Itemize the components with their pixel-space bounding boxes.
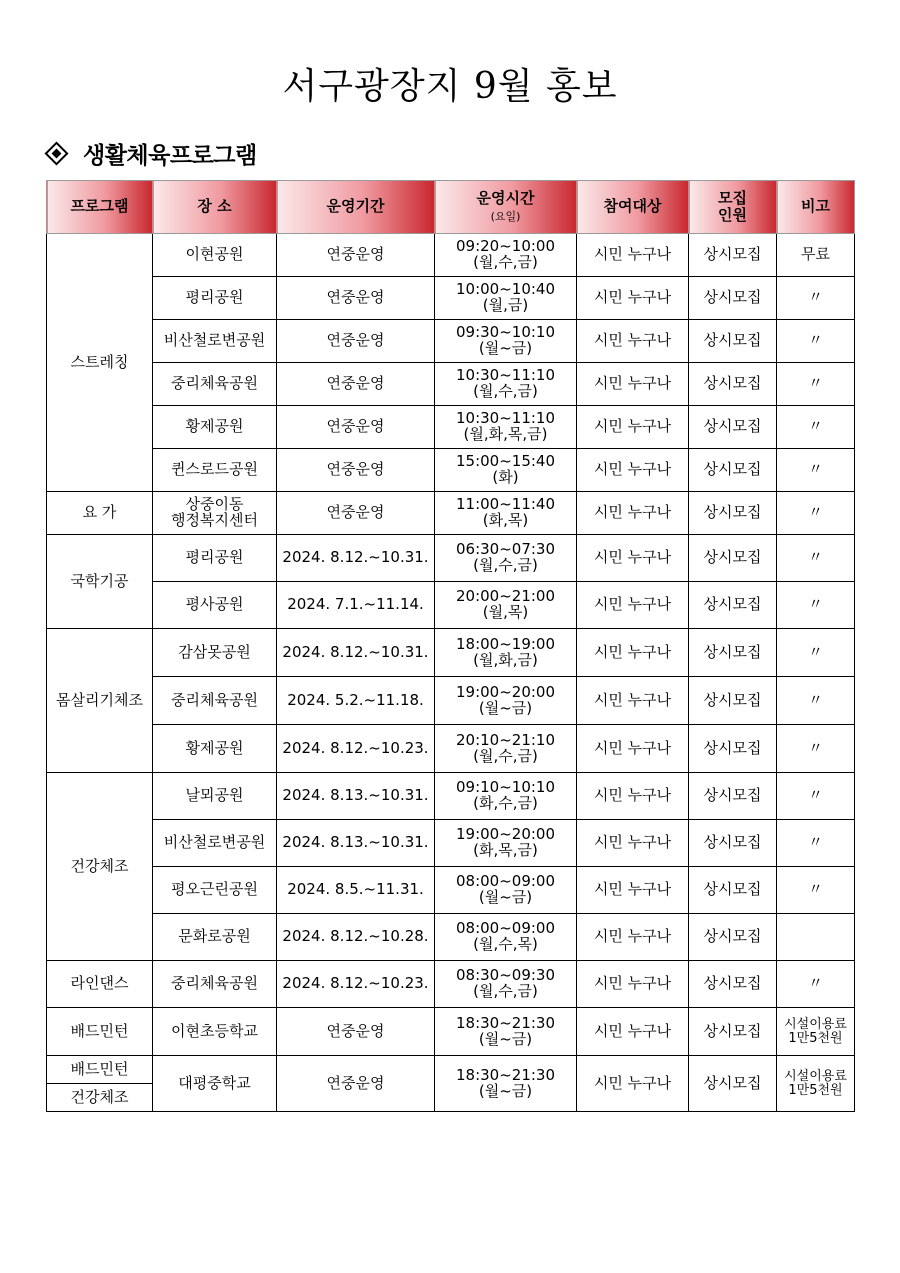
cell-recruit: 상시모집 — [689, 492, 777, 535]
cell-recruit: 상시모집 — [689, 363, 777, 406]
cell-time — [435, 449, 577, 492]
cell-place: 평사공원 — [153, 582, 277, 629]
time-hours: 15:00~15:40 — [455, 452, 556, 471]
header-recruit — [689, 181, 777, 234]
cell-time — [435, 277, 577, 320]
time-hours: 09:10~10:10 — [455, 778, 556, 797]
cell-period: 2024. 8.12.~10.31. — [277, 535, 435, 582]
cell-period: 연중운영 — [277, 1056, 435, 1112]
cell-recruit: 상시모집 — [689, 867, 777, 914]
time-days: (월,수,금) — [473, 982, 538, 1000]
cell-recruit: 상시모집 — [689, 914, 777, 961]
time-days: (월~금) — [478, 698, 533, 717]
time-hours: 20:00~21:00 — [455, 587, 556, 606]
table-row — [47, 867, 855, 914]
cell-time — [435, 406, 577, 449]
cell-time — [435, 629, 577, 677]
cell-place: 평리공원 — [153, 535, 277, 582]
place-line2: 행정복지센터 — [171, 511, 258, 529]
header-program: 프로그램 — [47, 181, 153, 234]
cell-note: 〃 — [777, 629, 855, 677]
cell-place: 퀸스로드공원 — [153, 449, 277, 492]
cell-recruit: 상시모집 — [689, 582, 777, 629]
cell-place: 평오근린공원 — [153, 867, 277, 914]
cell-recruit: 상시모집 — [689, 535, 777, 582]
cell-place: 황제공원 — [153, 725, 277, 773]
time-days: (월,수,목) — [473, 935, 538, 953]
cell-place — [153, 492, 277, 535]
cell-place: 이현초등학교 — [153, 1008, 277, 1056]
time-days: (화) — [492, 468, 519, 486]
cell-recruit: 상시모집 — [689, 677, 777, 725]
cell-recruit: 상시모집 — [689, 725, 777, 773]
table-row — [47, 535, 855, 582]
cell-target: 시민 누구나 — [577, 277, 689, 320]
time-days: (월~금) — [478, 339, 533, 357]
cell-time — [435, 961, 577, 1008]
cell-period: 2024. 8.12.~10.31. — [277, 629, 435, 677]
time-hours: 09:30~10:10 — [455, 323, 556, 342]
cell-place: 비산철로변공원 — [153, 820, 277, 867]
table-row — [47, 961, 855, 1008]
time-hours: 08:00~09:00 — [455, 919, 556, 938]
cell-period: 연중운영 — [277, 234, 435, 277]
time-days: (월~금) — [478, 1081, 533, 1100]
table-row — [47, 1056, 855, 1084]
cell-period: 2024. 8.12.~10.23. — [277, 725, 435, 773]
cell-target: 시민 누구나 — [577, 363, 689, 406]
time-hours: 08:30~09:30 — [455, 966, 556, 985]
cell-time — [435, 320, 577, 363]
cell-place: 비산철로변공원 — [153, 320, 277, 363]
cell-note: 〃 — [777, 677, 855, 725]
time-days: (월,수,금) — [473, 382, 538, 400]
time-hours: 10:00~10:40 — [455, 280, 556, 299]
cell-recruit: 상시모집 — [689, 629, 777, 677]
cell-target: 시민 누구나 — [577, 234, 689, 277]
cell-target: 시민 누구나 — [577, 320, 689, 363]
cell-time — [435, 1008, 577, 1056]
time-days: (월,수,금) — [473, 746, 538, 765]
cell-target: 시민 누구나 — [577, 961, 689, 1008]
group-body-exercise: 몸살리기체조 — [47, 629, 153, 773]
cell-time — [435, 234, 577, 277]
time-days: (월~금) — [478, 1029, 533, 1048]
group-badminton: 배드민턴 — [47, 1008, 153, 1056]
group-badminton-2: 배드민턴 — [47, 1056, 153, 1084]
cell-period: 2024. 8.12.~10.28. — [277, 914, 435, 961]
cell-target: 시민 누구나 — [577, 629, 689, 677]
cell-note: 〃 — [777, 406, 855, 449]
time-days: (화,수,금) — [473, 794, 538, 812]
table-row — [47, 725, 855, 773]
table-header-row — [47, 181, 855, 234]
time-days: (월,수,금) — [473, 556, 538, 574]
cell-note: 〃 — [777, 492, 855, 535]
cell-note — [777, 914, 855, 961]
cell-period: 2024. 8.5.~11.31. — [277, 867, 435, 914]
header-time-sub: (요일) — [490, 210, 521, 223]
cell-time — [435, 677, 577, 725]
cell-recruit: 상시모집 — [689, 961, 777, 1008]
header-recruit-line1: 모집 — [718, 188, 747, 207]
group-line-dance: 라인댄스 — [47, 961, 153, 1008]
cell-place: 문화로공원 — [153, 914, 277, 961]
time-days: (월,화,금) — [473, 650, 538, 669]
document-title: 서구광장지 9월 홍보 — [282, 66, 618, 107]
section-header — [44, 138, 257, 168]
cell-place: 이현공원 — [153, 234, 277, 277]
group-yoga: 요 가 — [47, 492, 153, 535]
time-days: (월~금) — [478, 888, 533, 906]
cell-period: 연중운영 — [277, 277, 435, 320]
header-time-label: 운영시간 — [476, 188, 535, 207]
cell-note: 〃 — [777, 725, 855, 773]
cell-period: 연중운영 — [277, 363, 435, 406]
cell-recruit: 상시모집 — [689, 234, 777, 277]
cell-time — [435, 363, 577, 406]
time-days: (화,목,금) — [473, 841, 538, 859]
cell-place: 중리체육공원 — [153, 363, 277, 406]
note-line1: 시설이용료 — [784, 1068, 847, 1084]
cell-time — [435, 820, 577, 867]
cell-recruit: 상시모집 — [689, 773, 777, 820]
header-note: 비고 — [777, 181, 855, 234]
cell-note: 무료 — [777, 234, 855, 277]
cell-target: 시민 누구나 — [577, 820, 689, 867]
cell-target: 시민 누구나 — [577, 773, 689, 820]
cell-recruit: 상시모집 — [689, 406, 777, 449]
cell-note: 〃 — [777, 277, 855, 320]
cell-target: 시민 누구나 — [577, 492, 689, 535]
cell-note: 〃 — [777, 867, 855, 914]
time-days: (월,금) — [482, 296, 529, 314]
table-row — [47, 406, 855, 449]
time-hours: 18:30~21:30 — [455, 1065, 556, 1084]
table-row — [47, 1008, 855, 1056]
cell-period: 2024. 8.12.~10.23. — [277, 961, 435, 1008]
header-recruit-line2: 인원 — [718, 206, 747, 224]
cell-target: 시민 누구나 — [577, 1056, 689, 1112]
cell-recruit: 상시모집 — [689, 320, 777, 363]
cell-target: 시민 누구나 — [577, 535, 689, 582]
cell-target: 시민 누구나 — [577, 914, 689, 961]
time-hours: 09:20~10:00 — [455, 237, 556, 256]
time-hours: 10:30~11:10 — [455, 366, 556, 385]
time-hours: 18:30~21:30 — [455, 1013, 556, 1032]
time-hours: 19:00~20:00 — [455, 825, 556, 844]
header-target: 참여대상 — [577, 181, 689, 234]
cell-note — [777, 1008, 855, 1056]
time-hours: 10:30~11:10 — [455, 409, 556, 428]
group-health-exercise: 건강체조 — [47, 773, 153, 961]
time-hours: 06:30~07:30 — [455, 540, 556, 559]
cell-recruit: 상시모집 — [689, 449, 777, 492]
note-line2: 1만5천원 — [788, 1030, 843, 1046]
table-row — [47, 320, 855, 363]
cell-place: 날뫼공원 — [153, 773, 277, 820]
table-row — [47, 449, 855, 492]
cell-place: 평리공원 — [153, 277, 277, 320]
group-gukhak: 국학기공 — [47, 535, 153, 629]
cell-time — [435, 914, 577, 961]
cell-time — [435, 492, 577, 535]
cell-period: 연중운영 — [277, 1008, 435, 1056]
group-stretching: 스트레칭 — [47, 234, 153, 492]
time-hours: 08:00~09:00 — [455, 872, 556, 891]
diamond-bullet-icon — [44, 141, 68, 165]
cell-note: 〃 — [777, 363, 855, 406]
cell-place: 황제공원 — [153, 406, 277, 449]
table-row — [47, 773, 855, 820]
table-row — [47, 363, 855, 406]
cell-note — [777, 1056, 855, 1112]
cell-target: 시민 누구나 — [577, 449, 689, 492]
cell-recruit: 상시모집 — [689, 1056, 777, 1112]
time-days: (월,수,금) — [473, 253, 538, 271]
cell-place: 대평중학교 — [153, 1056, 277, 1112]
program-schedule-table — [46, 180, 855, 1112]
cell-note: 〃 — [777, 961, 855, 1008]
cell-note: 〃 — [777, 320, 855, 363]
cell-place: 중리체육공원 — [153, 677, 277, 725]
cell-target: 시민 누구나 — [577, 1008, 689, 1056]
table-row — [47, 492, 855, 535]
cell-place: 중리체육공원 — [153, 961, 277, 1008]
note-line1: 시설이용료 — [784, 1016, 847, 1032]
cell-note: 〃 — [777, 773, 855, 820]
cell-recruit: 상시모집 — [689, 1008, 777, 1056]
cell-period: 2024. 7.1.~11.14. — [277, 582, 435, 629]
cell-time — [435, 867, 577, 914]
section-title: 생활체육프로그램 — [83, 142, 257, 169]
table-row — [47, 582, 855, 629]
header-period: 운영기간 — [277, 181, 435, 234]
cell-place: 감삼못공원 — [153, 629, 277, 677]
cell-period: 2024. 8.13.~10.31. — [277, 820, 435, 867]
table-row — [47, 234, 855, 277]
cell-period: 2024. 8.13.~10.31. — [277, 773, 435, 820]
cell-period: 연중운영 — [277, 449, 435, 492]
cell-target: 시민 누구나 — [577, 677, 689, 725]
cell-period: 2024. 5.2.~11.18. — [277, 677, 435, 725]
cell-time — [435, 773, 577, 820]
time-days: (화,목) — [482, 511, 529, 529]
place-line1: 상중이동 — [185, 495, 244, 514]
table-row — [47, 914, 855, 961]
cell-time — [435, 1056, 577, 1112]
cell-target: 시민 누구나 — [577, 582, 689, 629]
cell-recruit: 상시모집 — [689, 277, 777, 320]
time-hours: 20:10~21:10 — [455, 730, 556, 749]
table-row — [47, 820, 855, 867]
group-health-exercise-2: 건강체조 — [47, 1084, 153, 1112]
cell-recruit: 상시모집 — [689, 820, 777, 867]
cell-target: 시민 누구나 — [577, 406, 689, 449]
time-hours: 19:00~20:00 — [455, 682, 556, 701]
time-hours: 11:00~11:40 — [455, 495, 556, 514]
table-row — [47, 277, 855, 320]
cell-time — [435, 582, 577, 629]
cell-note: 〃 — [777, 820, 855, 867]
header-time — [435, 181, 577, 234]
cell-target: 시민 누구나 — [577, 867, 689, 914]
time-days: (월,화,목,금) — [463, 425, 548, 443]
cell-note: 〃 — [777, 582, 855, 629]
cell-period: 연중운영 — [277, 406, 435, 449]
note-line2: 1만5천원 — [788, 1082, 843, 1098]
cell-time — [435, 535, 577, 582]
cell-target: 시민 누구나 — [577, 725, 689, 773]
table-row — [47, 677, 855, 725]
cell-period: 연중운영 — [277, 320, 435, 363]
time-hours: 18:00~19:00 — [455, 634, 556, 653]
header-place: 장 소 — [153, 181, 277, 234]
table-row — [47, 629, 855, 677]
cell-period: 연중운영 — [277, 492, 435, 535]
cell-time — [435, 725, 577, 773]
time-days: (월,목) — [482, 603, 529, 621]
cell-note: 〃 — [777, 535, 855, 582]
cell-note: 〃 — [777, 449, 855, 492]
